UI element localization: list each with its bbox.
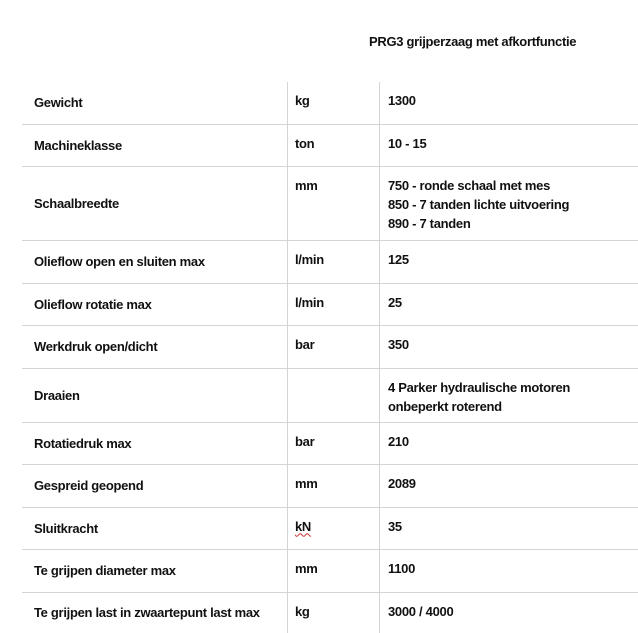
spec-label: Rotatiedruk max [22,422,288,464]
spec-label: Te grijpen diameter max [22,549,288,592]
spec-value [380,325,638,368]
spec-value-line: 25 [388,294,402,310]
spec-value [380,464,638,507]
spec-unit: bar [288,422,380,464]
spec-value-line: 750 - ronde schaal met mes [388,177,551,193]
spec-unit: ton [288,124,380,166]
spec-value-line: 1300 [388,93,416,108]
spec-unit: l/min [288,240,380,283]
table-row [22,592,638,633]
spec-value-line: 4 Parker hydraulische motoren onbeperkt roterend [388,379,571,414]
table-row [22,507,638,549]
spec-unit: mm [288,549,380,592]
spec-value [380,240,638,283]
spec-value [380,592,638,633]
spec-unit: mm [288,464,380,507]
spec-value-line: 125 [388,251,409,267]
table-row [22,240,638,283]
table-row [22,464,638,507]
spec-value-line: 1100 [388,560,416,576]
spec-value-line: 10 - 15 [388,135,427,151]
table-row [22,166,638,240]
spec-unit: bar [288,325,380,368]
spec-value [380,82,638,124]
table-row [22,422,638,464]
spec-label: Te grijpen last in zwaartepunt last max [34,605,260,621]
spec-value [380,368,638,422]
spec-unit-text: kN [295,518,312,534]
spec-value-line: 890 - 7 tanden [388,215,471,231]
table-row [22,325,638,368]
table-row [22,549,638,592]
spec-label: Gewicht [22,82,288,124]
spec-unit [288,368,380,422]
spec-table [22,82,638,633]
spec-unit: kg [288,592,380,633]
spec-value-line: 2089 [388,475,416,491]
table-row [22,124,638,166]
table-row [22,368,638,422]
spec-unit: l/min [288,283,380,325]
table-row [22,283,638,325]
spec-label: Olieflow rotatie max [22,283,288,325]
spec-unit: kg [288,82,380,124]
spec-label: Schaalbreedte [22,166,288,240]
spec-label: Sluitkracht [22,507,288,549]
table-row [22,82,638,124]
spec-value-line: 850 - 7 tanden lichte uitvoering [388,196,570,212]
spec-label: Olieflow open en sluiten max [22,240,288,283]
spec-value [380,283,638,325]
spec-title: PRG3 grijperzaag met afkortfunctie [369,34,577,49]
spec-value [380,422,638,464]
spec-value-line: 210 [388,433,409,449]
spec-unit: mm [288,166,380,240]
spec-value-line: 350 [388,336,409,352]
spec-value [380,166,638,240]
spec-label: Werkdruk open/dicht [22,325,288,368]
spec-value [380,549,638,592]
spec-value-line: 3000 / 4000 [388,603,454,619]
spec-label: Machineklasse [22,124,288,166]
spec-unit [288,507,380,549]
spec-value [380,124,638,166]
spec-label: Draaien [22,368,288,422]
spec-value-line: 35 [388,518,402,534]
spec-label: Gespreid geopend [22,464,288,507]
spec-value [380,507,638,549]
